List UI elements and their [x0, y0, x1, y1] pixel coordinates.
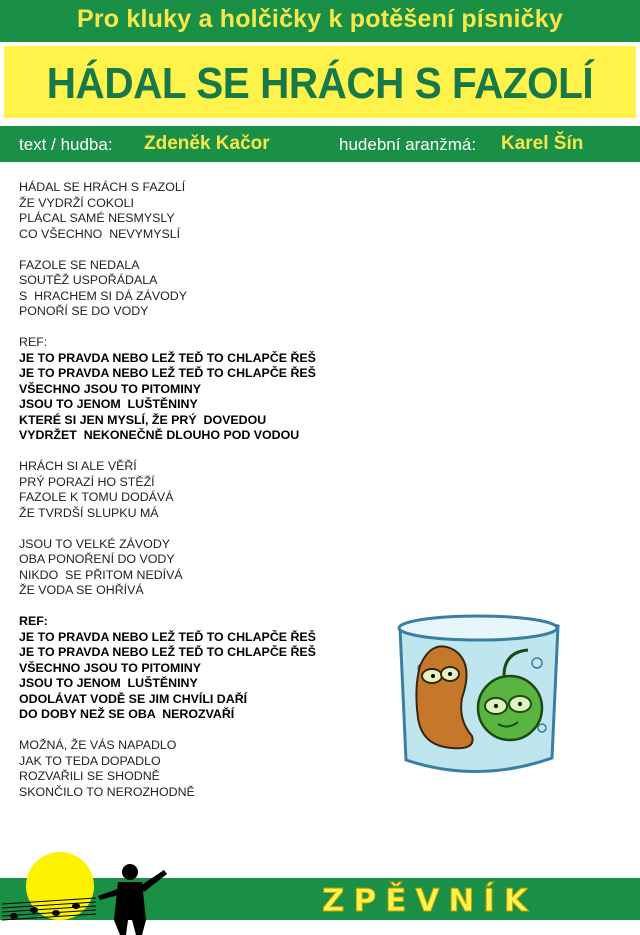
- lyrics-block: [19, 180, 379, 800]
- lyric-line: KTERÉ SI JEN MYSLÍ, ŽE PRÝ DOVEDOU: [19, 412, 267, 427]
- song-title: HÁDAL SE HRÁCH S FAZOLÍ: [46, 59, 594, 108]
- slogan-band: [0, 0, 640, 42]
- lyric-line: JSOU TO VELKÉ ZÁVODY: [19, 536, 171, 551]
- lyric-line: S HRACHEM SI DÁ ZÁVODY: [19, 288, 187, 303]
- stanza-gap: [19, 242, 379, 258]
- lyric-line: JE TO PRAVDA NEBO LEŽ TEĎ TO CHLAPČE ŘEŠ: [19, 629, 316, 644]
- lyric-line: SOUTĚŽ USPOŘÁDALA: [19, 273, 158, 287]
- conductor-sun-logo: [0, 858, 175, 935]
- bean-in-glass-illustration: [392, 608, 564, 780]
- footer-brand: ZPĚVNÍK: [322, 883, 537, 919]
- lyric-line: PLÁCAL SAMÉ NESMYSLY: [19, 211, 175, 225]
- lyric-line: JSOU TO JENOM LUŠTĚNINY: [19, 676, 198, 690]
- lyric-line: VŠECHNO JSOU TO PITOMINY: [19, 660, 201, 675]
- author-label: text / hudba:: [19, 135, 113, 154]
- lyric-line: HÁDAL SE HRÁCH S FAZOLÍ: [19, 180, 186, 194]
- slogan-text: Pro kluky a holčičky k potěšení písničky: [77, 5, 563, 33]
- stanza-gap: [19, 444, 379, 460]
- arranger-name: Karel Šín: [501, 133, 584, 154]
- lyric-line: ŽE VYDRŽÍ COKOLI: [19, 195, 134, 210]
- arranger-label: hudební aranžmá:: [339, 135, 477, 154]
- lyric-line: ŽE TVRDŠÍ SLUPKU MÁ: [19, 505, 159, 520]
- stanza-gap: [19, 599, 379, 615]
- lyric-line: JE TO PRAVDA NEBO LEŽ TEĎ TO CHLAPČE ŘEŠ: [19, 366, 316, 380]
- lyric-line: CO VŠECHNO NEVYMYSLÍ: [19, 226, 181, 241]
- lyric-line: FAZOLE SE NEDALA: [19, 257, 140, 272]
- lyric-line: OBA PONOŘENÍ DO VODY: [19, 552, 175, 566]
- lyric-line: HRÁCH SI ALE VĚŘÍ: [19, 459, 137, 473]
- lyric-line: JSOU TO JENOM LUŠTĚNINY: [19, 397, 198, 411]
- lyric-line: VYDRŽET NEKONEČNĚ DLOUHO POD VODOU: [19, 428, 300, 442]
- author-name: Zdeněk Kačor: [144, 133, 270, 154]
- lyric-line: PONOŘÍ SE DO VODY: [19, 304, 149, 318]
- title-box: [4, 46, 636, 118]
- stanza-gap: [19, 521, 379, 537]
- stanza-gap: [19, 723, 379, 739]
- lyric-line: SKONČILO TO NEROZHODNĚ: [19, 784, 195, 799]
- credits-band: [0, 126, 640, 162]
- lyric-line: DO DOBY NEŽ SE OBA NEROZVAŘÍ: [19, 707, 235, 721]
- lyric-line: REF:: [19, 614, 48, 628]
- lyric-line: PRÝ PORAZÍ HO STĚŽÍ: [19, 474, 155, 489]
- lyric-line: REF:: [19, 335, 48, 349]
- lyric-line: ROZVAŘILI SE SHODNĚ: [19, 769, 160, 783]
- lyric-line: FAZOLE K TOMU DODÁVÁ: [19, 490, 174, 504]
- lyric-line: VŠECHNO JSOU TO PITOMINY: [19, 381, 201, 396]
- stanza-gap: [19, 320, 379, 336]
- lyric-line: JAK TO TEDA DOPADLO: [19, 753, 161, 768]
- lyric-line: ŽE VODA SE OHŘÍVÁ: [19, 583, 144, 597]
- lyric-line: NIKDO SE PŘITOM NEDÍVÁ: [19, 567, 183, 582]
- lyric-line: ODOLÁVAT VODĚ SE JIM CHVÍLI DAŘÍ: [19, 691, 248, 706]
- lyric-line: MOŽNÁ, ŽE VÁS NAPADLO: [19, 738, 177, 752]
- lyric-line: JE TO PRAVDA NEBO LEŽ TEĎ TO CHLAPČE ŘEŠ: [19, 350, 316, 365]
- lyric-line: JE TO PRAVDA NEBO LEŽ TEĎ TO CHLAPČE ŘEŠ: [19, 645, 316, 659]
